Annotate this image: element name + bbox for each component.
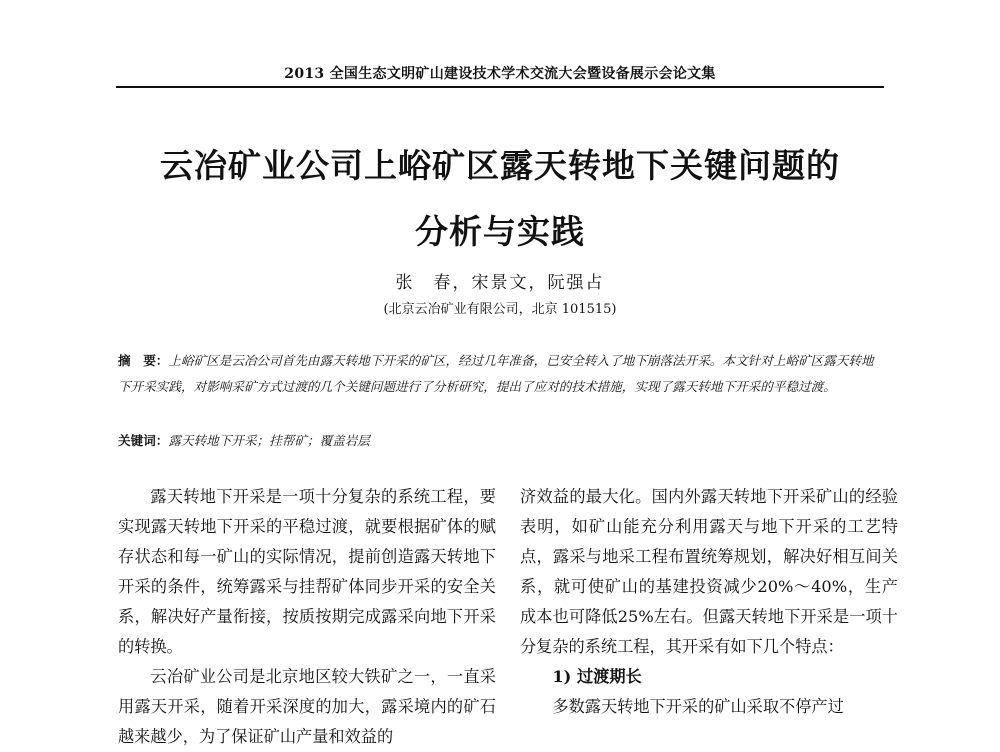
keywords-label: 关键词： [118,433,169,448]
keywords-text: 露天转地下开采；挂帮矿；覆盖岩层 [168,433,370,448]
authors: 张 春，宋景文，阮强占 [395,273,605,293]
section-heading: 1) 过渡期长 [552,667,642,686]
body-paragraph: 济效益的最大化。国内外露天转地下开采矿山的经验表明，如矿山能充分利用露天与地下开采的工艺特点，露采与地采工程布置统筹规划，解决好相互间关系，就可使矿山的基建投资减少20%～40%，生产成本也可降低25%左右。但露天转地下开采是一项十分复杂的系统工程，其开采有如下几个特点： [520,487,898,656]
body-paragraph: 云冶矿业公司是北京地区较大铁矿之一，一直采用露天开采，随着开采深度的加大，露采境内的矿石越来越少，为了保证矿山产量和效益的 [118,667,496,746]
paper-title-line-2: 分析与实践 [415,212,585,251]
paper-title-line-1: 云冶矿业公司上峪矿区露天转地下关键问题的 [160,146,840,185]
body-paragraph: 露天转地下开采是一项十分复杂的系统工程，要实现露天转地下开采的平稳过渡，就要根据矿体的赋存状态和每一矿山的实际情况，提前创造露天转地下开采的条件，统筹露采与挂帮矿体同步开采的安全关系，解决好产量衔接，按质按期完成露采向地下开采的转换。 [118,487,496,656]
keywords [118,428,886,454]
body-left-column [118,482,496,752]
abstract [118,348,886,400]
running-header: 2013 全国生态文明矿山建设技术学术交流大会暨设备展示会论文集 [284,66,716,82]
header-rule [116,86,884,88]
affiliation: (北京云冶矿业有限公司，北京 101515) [383,302,617,317]
body-paragraph: 多数露天转地下开采的矿山采取不停产过 [552,697,844,716]
body-right-column [520,482,898,722]
abstract-label: 摘 要： [118,353,169,368]
abstract-text: 上峪矿区是云冶公司首先由露天转地下开采的矿区，经过几年准备，已安全转入了地下崩落法开采。本文针对上峪矿区露天转地下开采实践，对影响采矿方式过渡的几个关键问题进行了分析研究，提出了应对的技术措施，实现了露天转地下开采的平稳过渡。 [118,353,874,394]
